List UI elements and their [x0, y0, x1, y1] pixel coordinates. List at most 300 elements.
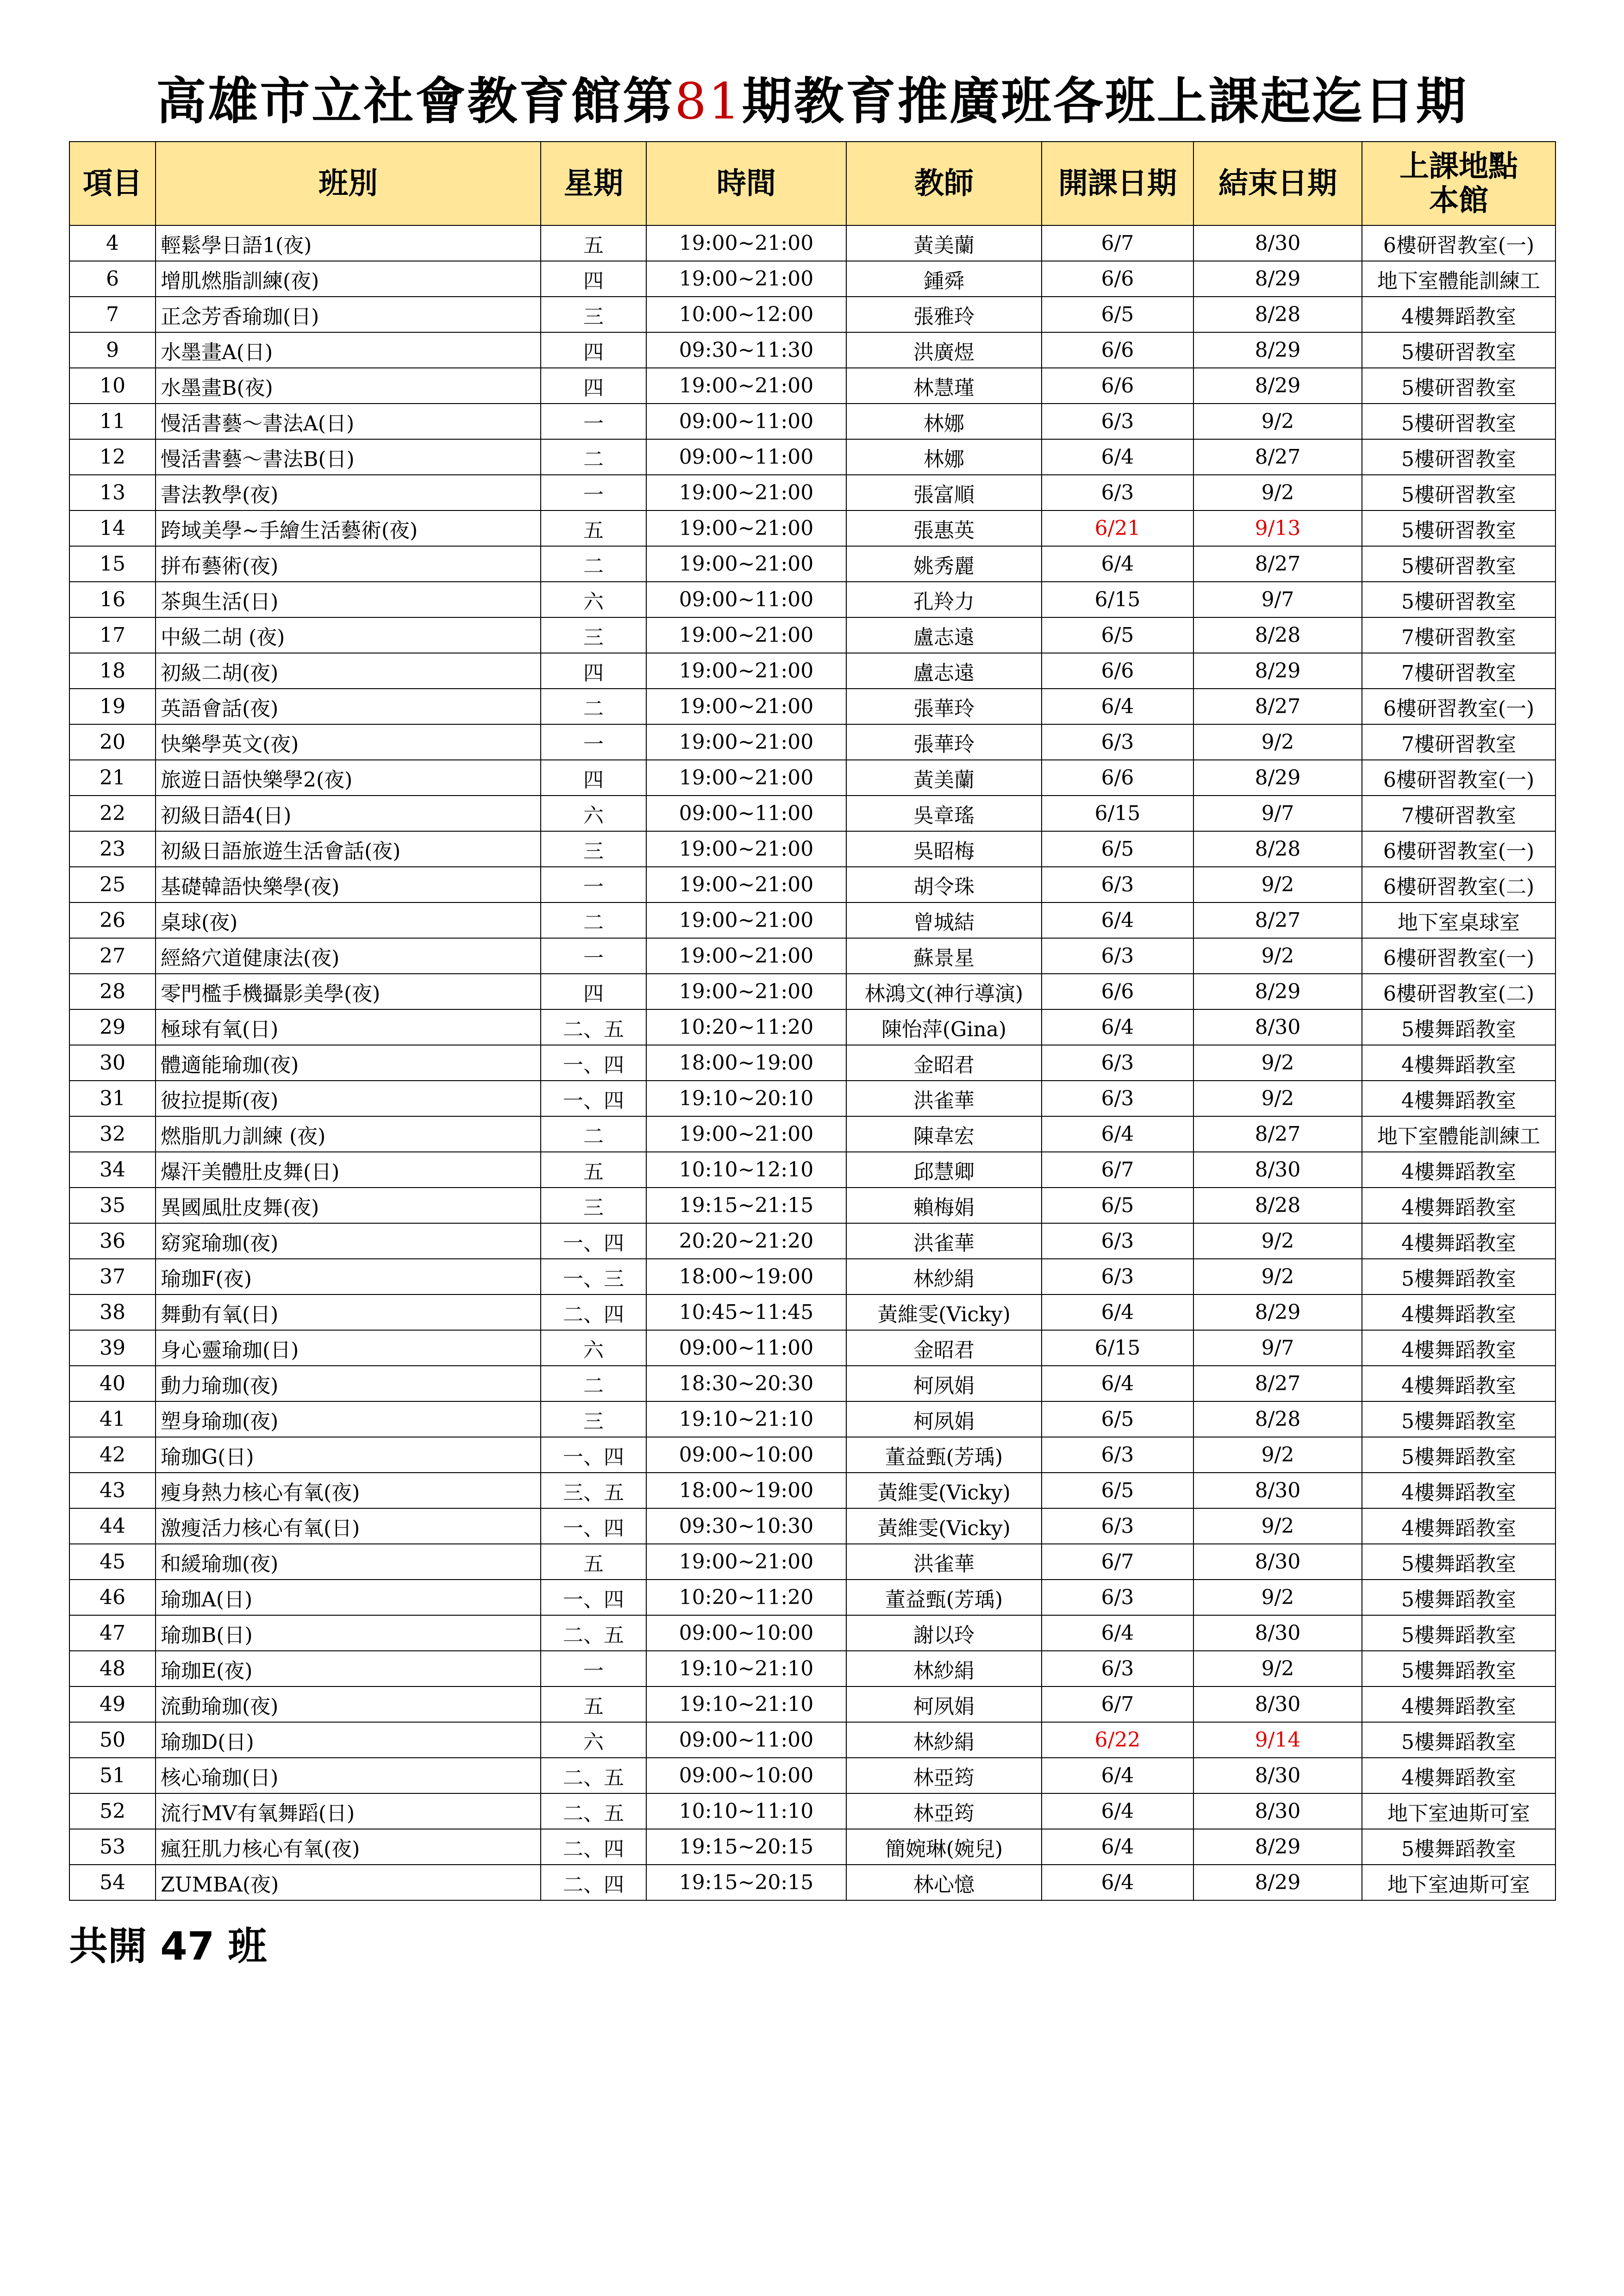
cell-class-name: 中級二胡 (夜)	[156, 617, 541, 653]
cell-time: 18:00~19:00	[646, 1045, 846, 1081]
cell-start-date: 6/6	[1042, 332, 1193, 368]
cell-weekday: 五	[541, 1686, 646, 1722]
cell-teacher: 董益甄(芳瑀)	[846, 1580, 1042, 1615]
cell-location: 7樓研習教室	[1362, 796, 1555, 831]
cell-location: 5樓舞蹈教室	[1362, 1259, 1555, 1294]
cell-id: 6	[69, 261, 156, 297]
cell-id: 50	[69, 1722, 156, 1758]
cell-time: 10:10~12:10	[646, 1152, 846, 1188]
table-row	[69, 582, 1555, 617]
table-row	[69, 1116, 1555, 1152]
cell-teacher: 姚秀麗	[846, 546, 1042, 582]
cell-weekday: 二	[541, 689, 646, 724]
cell-weekday: 二、五	[541, 1793, 646, 1829]
cell-weekday: 六	[541, 1722, 646, 1758]
cell-end-date: 8/29	[1193, 1865, 1362, 1900]
cell-class-name: 窈窕瑜珈(夜)	[156, 1223, 541, 1259]
cell-id: 52	[69, 1793, 156, 1829]
cell-time: 19:00~21:00	[646, 1116, 846, 1152]
cell-time: 19:00~21:00	[646, 475, 846, 510]
cell-teacher: 蘇景星	[846, 938, 1042, 974]
table-row	[69, 1223, 1555, 1259]
cell-weekday: 三	[541, 831, 646, 867]
cell-weekday: 一、四	[541, 1437, 646, 1473]
cell-id: 7	[69, 297, 156, 332]
cell-class-name: 異國風肚皮舞(夜)	[156, 1188, 541, 1223]
cell-start-date: 6/6	[1042, 653, 1193, 689]
cell-time: 19:00~21:00	[646, 546, 846, 582]
cell-time: 19:10~21:10	[646, 1401, 846, 1437]
cell-location: 4樓舞蹈教室	[1362, 1758, 1555, 1793]
cell-weekday: 二	[541, 1366, 646, 1401]
table-row	[69, 1081, 1555, 1116]
cell-class-name: ZUMBA(夜)	[156, 1865, 541, 1900]
cell-weekday: 一	[541, 724, 646, 760]
cell-start-date: 6/3	[1042, 404, 1193, 439]
cell-teacher: 謝以玲	[846, 1615, 1042, 1651]
cell-id: 32	[69, 1116, 156, 1152]
cell-start-date: 6/3	[1042, 1651, 1193, 1686]
cell-class-name: 和緩瑜珈(夜)	[156, 1544, 541, 1580]
cell-id: 35	[69, 1188, 156, 1223]
cell-class-name: 基礎韓語快樂學(夜)	[156, 867, 541, 902]
cell-id: 45	[69, 1544, 156, 1580]
cell-weekday: 四	[541, 261, 646, 297]
cell-teacher: 曾城結	[846, 902, 1042, 938]
cell-time: 09:00~10:00	[646, 1437, 846, 1473]
cell-start-date: 6/4	[1042, 1758, 1193, 1793]
cell-end-date: 9/2	[1193, 1223, 1362, 1259]
cell-end-date: 9/2	[1193, 1081, 1362, 1116]
table-row	[69, 1045, 1555, 1081]
cell-start-date: 6/3	[1042, 867, 1193, 902]
cell-end-date: 8/28	[1193, 297, 1362, 332]
table-row	[69, 1259, 1555, 1294]
table-row	[69, 1580, 1555, 1615]
cell-class-name: 旅遊日語快樂學2(夜)	[156, 760, 541, 796]
cell-class-name: 瘋狂肌力核心有氧(夜)	[156, 1829, 541, 1865]
cell-time: 09:00~11:00	[646, 439, 846, 475]
cell-class-name: 瑜珈E(夜)	[156, 1651, 541, 1686]
cell-start-date: 6/3	[1042, 1580, 1193, 1615]
cell-start-date: 6/15	[1042, 796, 1193, 831]
cell-start-date: 6/6	[1042, 261, 1193, 297]
cell-class-name: 極球有氧(日)	[156, 1009, 541, 1045]
cell-time: 19:00~21:00	[646, 653, 846, 689]
cell-end-date: 8/27	[1193, 546, 1362, 582]
cell-id: 22	[69, 796, 156, 831]
cell-weekday: 一、四	[541, 1081, 646, 1116]
table-row	[69, 831, 1555, 867]
cell-end-date: 8/29	[1193, 1294, 1362, 1330]
table-row	[69, 938, 1555, 974]
cell-location: 地下室體能訓練工	[1362, 1116, 1555, 1152]
cell-start-date: 6/3	[1042, 475, 1193, 510]
cell-time: 10:20~11:20	[646, 1009, 846, 1045]
cell-start-date: 6/5	[1042, 831, 1193, 867]
table-row	[69, 439, 1555, 475]
table-row	[69, 1152, 1555, 1188]
cell-teacher: 林紗絹	[846, 1722, 1042, 1758]
cell-teacher: 陳韋宏	[846, 1116, 1042, 1152]
table-row	[69, 617, 1555, 653]
cell-end-date: 8/27	[1193, 1366, 1362, 1401]
table-row	[69, 225, 1555, 261]
cell-weekday: 四	[541, 974, 646, 1009]
cell-start-date: 6/3	[1042, 1437, 1193, 1473]
cell-end-date: 8/29	[1193, 368, 1362, 404]
header-row	[69, 142, 1555, 225]
cell-time: 19:00~21:00	[646, 724, 846, 760]
cell-location: 5樓舞蹈教室	[1362, 1829, 1555, 1865]
cell-class-name: 流動瑜珈(夜)	[156, 1686, 541, 1722]
table-row	[69, 1009, 1555, 1045]
cell-start-date: 6/4	[1042, 1793, 1193, 1829]
cell-weekday: 四	[541, 368, 646, 404]
cell-id: 4	[69, 225, 156, 261]
cell-teacher: 黃美蘭	[846, 225, 1042, 261]
cell-end-date: 8/30	[1193, 1009, 1362, 1045]
cell-teacher: 盧志遠	[846, 617, 1042, 653]
cell-class-name: 體適能瑜珈(夜)	[156, 1045, 541, 1081]
cell-teacher: 黃美蘭	[846, 760, 1042, 796]
cell-end-date: 8/30	[1193, 1152, 1362, 1188]
cell-end-date: 9/13	[1193, 510, 1362, 546]
cell-class-name: 瘦身熱力核心有氧(夜)	[156, 1473, 541, 1508]
cell-time: 19:00~21:00	[646, 1544, 846, 1580]
cell-weekday: 五	[541, 225, 646, 261]
cell-time: 19:00~21:00	[646, 617, 846, 653]
cell-weekday: 二	[541, 902, 646, 938]
cell-start-date: 6/3	[1042, 724, 1193, 760]
cell-location: 4樓舞蹈教室	[1362, 297, 1555, 332]
cell-location: 4樓舞蹈教室	[1362, 1686, 1555, 1722]
table-row	[69, 332, 1555, 368]
cell-teacher: 簡婉琳(婉兒)	[846, 1829, 1042, 1865]
cell-time: 19:00~21:00	[646, 760, 846, 796]
table-row	[69, 1330, 1555, 1366]
cell-time: 19:00~21:00	[646, 368, 846, 404]
cell-weekday: 二	[541, 439, 646, 475]
cell-id: 16	[69, 582, 156, 617]
cell-class-name: 瑜珈G(日)	[156, 1437, 541, 1473]
cell-end-date: 8/27	[1193, 689, 1362, 724]
cell-class-name: 爆汗美體肚皮舞(日)	[156, 1152, 541, 1188]
cell-weekday: 一、四	[541, 1045, 646, 1081]
table-row	[69, 475, 1555, 510]
cell-start-date: 6/5	[1042, 297, 1193, 332]
cell-end-date: 8/30	[1193, 1615, 1362, 1651]
cell-time: 09:00~10:00	[646, 1758, 846, 1793]
cell-start-date: 6/7	[1042, 1544, 1193, 1580]
cell-end-date: 8/29	[1193, 760, 1362, 796]
cell-location: 地下室體能訓練工	[1362, 261, 1555, 297]
cell-end-date: 9/7	[1193, 1330, 1362, 1366]
table-row	[69, 510, 1555, 546]
title-term-number: 81	[675, 73, 742, 131]
cell-end-date: 8/29	[1193, 261, 1362, 297]
cell-teacher: 林紗絹	[846, 1259, 1042, 1294]
cell-weekday: 四	[541, 760, 646, 796]
cell-end-date: 9/2	[1193, 1045, 1362, 1081]
cell-weekday: 二、四	[541, 1294, 646, 1330]
cell-class-name: 舞動有氧(日)	[156, 1294, 541, 1330]
cell-start-date: 6/6	[1042, 974, 1193, 1009]
cell-start-date: 6/5	[1042, 617, 1193, 653]
cell-time: 10:00~12:00	[646, 297, 846, 332]
table-row	[69, 1758, 1555, 1793]
cell-location: 6樓研習教室(一)	[1362, 225, 1555, 261]
cell-weekday: 一	[541, 938, 646, 974]
table-row	[69, 297, 1555, 332]
cell-weekday: 三	[541, 617, 646, 653]
header-location-line2: 本館	[1429, 183, 1488, 218]
cell-id: 39	[69, 1330, 156, 1366]
cell-id: 13	[69, 475, 156, 510]
cell-end-date: 9/2	[1193, 724, 1362, 760]
cell-start-date: 6/4	[1042, 1294, 1193, 1330]
cell-weekday: 六	[541, 582, 646, 617]
cell-end-date: 8/28	[1193, 831, 1362, 867]
cell-class-name: 激瘦活力核心有氧(日)	[156, 1508, 541, 1544]
cell-start-date: 6/5	[1042, 1188, 1193, 1223]
header-location	[1362, 142, 1555, 225]
cell-time: 19:00~21:00	[646, 225, 846, 261]
table-row	[69, 867, 1555, 902]
cell-time: 19:10~21:10	[646, 1651, 846, 1686]
cell-time: 18:30~20:30	[646, 1366, 846, 1401]
cell-time: 09:30~11:30	[646, 332, 846, 368]
cell-weekday: 二、五	[541, 1615, 646, 1651]
cell-id: 15	[69, 546, 156, 582]
cell-time: 18:00~19:00	[646, 1473, 846, 1508]
cell-location: 5樓研習教室	[1362, 332, 1555, 368]
cell-start-date: 6/3	[1042, 1259, 1193, 1294]
cell-location: 5樓研習教室	[1362, 368, 1555, 404]
table-row	[69, 1188, 1555, 1223]
cell-location: 5樓研習教室	[1362, 582, 1555, 617]
table-row	[69, 760, 1555, 796]
cell-weekday: 五	[541, 1152, 646, 1188]
cell-teacher: 賴梅娟	[846, 1188, 1042, 1223]
cell-start-date: 6/21	[1042, 510, 1193, 546]
cell-id: 14	[69, 510, 156, 546]
cell-teacher: 董益甄(芳瑀)	[846, 1437, 1042, 1473]
cell-weekday: 一	[541, 475, 646, 510]
cell-start-date: 6/3	[1042, 1223, 1193, 1259]
cell-time: 19:10~20:10	[646, 1081, 846, 1116]
cell-class-name: 增肌燃脂訓練(夜)	[156, 261, 541, 297]
cell-location: 6樓研習教室(一)	[1362, 760, 1555, 796]
cell-class-name: 身心靈瑜珈(日)	[156, 1330, 541, 1366]
header-weekday: 星期	[541, 142, 646, 225]
table-row	[69, 1366, 1555, 1401]
cell-location: 地下室迪斯可室	[1362, 1793, 1555, 1829]
cell-class-name: 核心瑜珈(日)	[156, 1758, 541, 1793]
cell-end-date: 8/29	[1193, 332, 1362, 368]
cell-location: 地下室桌球室	[1362, 902, 1555, 938]
cell-location: 5樓舞蹈教室	[1362, 1651, 1555, 1686]
cell-end-date: 8/30	[1193, 1686, 1362, 1722]
cell-id: 54	[69, 1865, 156, 1900]
cell-end-date: 9/2	[1193, 867, 1362, 902]
cell-class-name: 拼布藝術(夜)	[156, 546, 541, 582]
cell-class-name: 初級二胡(夜)	[156, 653, 541, 689]
cell-location: 4樓舞蹈教室	[1362, 1188, 1555, 1223]
cell-teacher: 林亞筠	[846, 1758, 1042, 1793]
cell-end-date: 8/30	[1193, 1544, 1362, 1580]
cell-teacher: 張富順	[846, 475, 1042, 510]
table-row	[69, 974, 1555, 1009]
cell-time: 19:15~21:15	[646, 1188, 846, 1223]
cell-location: 5樓研習教室	[1362, 546, 1555, 582]
cell-teacher: 柯夙娟	[846, 1686, 1042, 1722]
cell-start-date: 6/6	[1042, 368, 1193, 404]
cell-teacher: 陳怡萍(Gina)	[846, 1009, 1042, 1045]
cell-location: 5樓舞蹈教室	[1362, 1437, 1555, 1473]
cell-end-date: 8/30	[1193, 1473, 1362, 1508]
cell-id: 17	[69, 617, 156, 653]
table-row	[69, 653, 1555, 689]
cell-class-name: 正念芳香瑜珈(日)	[156, 297, 541, 332]
cell-time: 09:00~10:00	[646, 1615, 846, 1651]
cell-teacher: 邱慧卿	[846, 1152, 1042, 1188]
cell-class-name: 初級日語旅遊生活會話(夜)	[156, 831, 541, 867]
cell-location: 6樓研習教室(一)	[1362, 831, 1555, 867]
table-row	[69, 1473, 1555, 1508]
cell-teacher: 柯夙娟	[846, 1366, 1042, 1401]
header-location-line1: 上課地點	[1399, 149, 1518, 184]
cell-start-date: 6/15	[1042, 582, 1193, 617]
cell-end-date: 8/27	[1193, 902, 1362, 938]
cell-start-date: 6/5	[1042, 1401, 1193, 1437]
cell-time: 19:00~21:00	[646, 902, 846, 938]
cell-teacher: 金昭君	[846, 1330, 1042, 1366]
cell-location: 5樓舞蹈教室	[1362, 1009, 1555, 1045]
cell-id: 31	[69, 1081, 156, 1116]
cell-location: 4樓舞蹈教室	[1362, 1081, 1555, 1116]
cell-start-date: 6/4	[1042, 902, 1193, 938]
cell-end-date: 8/29	[1193, 974, 1362, 1009]
cell-id: 41	[69, 1401, 156, 1437]
cell-weekday: 一	[541, 867, 646, 902]
table-row	[69, 546, 1555, 582]
table-row	[69, 1651, 1555, 1686]
cell-location: 6樓研習教室(二)	[1362, 974, 1555, 1009]
cell-teacher: 林娜	[846, 439, 1042, 475]
cell-start-date: 6/7	[1042, 1152, 1193, 1188]
cell-weekday: 三	[541, 297, 646, 332]
cell-end-date: 8/27	[1193, 439, 1362, 475]
cell-id: 46	[69, 1580, 156, 1615]
cell-id: 30	[69, 1045, 156, 1081]
cell-id: 12	[69, 439, 156, 475]
cell-weekday: 一、四	[541, 1580, 646, 1615]
cell-weekday: 二、四	[541, 1829, 646, 1865]
cell-time: 18:00~19:00	[646, 1259, 846, 1294]
cell-class-name: 燃脂肌力訓練 (夜)	[156, 1116, 541, 1152]
cell-time: 19:00~21:00	[646, 938, 846, 974]
table-body	[69, 225, 1555, 1900]
cell-class-name: 流行MV有氧舞蹈(日)	[156, 1793, 541, 1829]
cell-time: 19:15~20:15	[646, 1865, 846, 1900]
cell-teacher: 張惠英	[846, 510, 1042, 546]
table-row	[69, 368, 1555, 404]
cell-class-name: 書法教學(夜)	[156, 475, 541, 510]
cell-time: 09:00~11:00	[646, 582, 846, 617]
cell-weekday: 一	[541, 404, 646, 439]
header-class-name: 班別	[156, 142, 541, 225]
cell-teacher: 吳章瑤	[846, 796, 1042, 831]
cell-time: 09:30~10:30	[646, 1508, 846, 1544]
cell-end-date: 9/2	[1193, 1437, 1362, 1473]
cell-weekday: 一	[541, 1651, 646, 1686]
cell-end-date: 9/2	[1193, 1651, 1362, 1686]
cell-id: 48	[69, 1651, 156, 1686]
cell-weekday: 三	[541, 1401, 646, 1437]
cell-teacher: 林紗絹	[846, 1651, 1042, 1686]
cell-end-date: 8/28	[1193, 1188, 1362, 1223]
cell-time: 19:15~20:15	[646, 1829, 846, 1865]
cell-start-date: 6/4	[1042, 689, 1193, 724]
cell-teacher: 鍾舜	[846, 261, 1042, 297]
cell-time: 19:00~21:00	[646, 974, 846, 1009]
table-row	[69, 1829, 1555, 1865]
cell-location: 7樓研習教室	[1362, 653, 1555, 689]
table-row	[69, 1686, 1555, 1722]
cell-location: 5樓舞蹈教室	[1362, 1401, 1555, 1437]
cell-location: 4樓舞蹈教室	[1362, 1294, 1555, 1330]
cell-teacher: 金昭君	[846, 1045, 1042, 1081]
cell-class-name: 英語會話(夜)	[156, 689, 541, 724]
cell-teacher: 黃維雯(Vicky)	[846, 1294, 1042, 1330]
cell-id: 38	[69, 1294, 156, 1330]
cell-id: 28	[69, 974, 156, 1009]
cell-teacher: 林慧瑾	[846, 368, 1042, 404]
cell-start-date: 6/4	[1042, 1829, 1193, 1865]
cell-teacher: 黃維雯(Vicky)	[846, 1473, 1042, 1508]
cell-teacher: 洪雀華	[846, 1223, 1042, 1259]
cell-weekday: 一、四	[541, 1223, 646, 1259]
title-suffix: 期教育推廣班各班上課起迄日期	[742, 73, 1468, 131]
cell-time: 20:20~21:20	[646, 1223, 846, 1259]
cell-location: 6樓研習教室(二)	[1362, 867, 1555, 902]
cell-location: 5樓研習教室	[1362, 510, 1555, 546]
cell-time: 10:10~11:10	[646, 1793, 846, 1829]
cell-id: 53	[69, 1829, 156, 1865]
cell-weekday: 二、五	[541, 1758, 646, 1793]
header-start-date: 開課日期	[1042, 142, 1193, 225]
cell-id: 36	[69, 1223, 156, 1259]
cell-id: 18	[69, 653, 156, 689]
page-title	[0, 69, 1624, 134]
cell-class-name: 慢活書藝～書法A(日)	[156, 404, 541, 439]
cell-teacher: 林娜	[846, 404, 1042, 439]
cell-end-date: 8/30	[1193, 1758, 1362, 1793]
cell-class-name: 瑜珈F(夜)	[156, 1259, 541, 1294]
table-row	[69, 1722, 1555, 1758]
cell-location: 7樓研習教室	[1362, 617, 1555, 653]
cell-location: 5樓舞蹈教室	[1362, 1544, 1555, 1580]
cell-end-date: 9/2	[1193, 938, 1362, 974]
cell-location: 4樓舞蹈教室	[1362, 1366, 1555, 1401]
cell-teacher: 孔羚力	[846, 582, 1042, 617]
cell-teacher: 胡令珠	[846, 867, 1042, 902]
cell-start-date: 6/4	[1042, 1366, 1193, 1401]
cell-start-date: 6/7	[1042, 225, 1193, 261]
cell-weekday: 五	[541, 1544, 646, 1580]
cell-teacher: 張華玲	[846, 724, 1042, 760]
